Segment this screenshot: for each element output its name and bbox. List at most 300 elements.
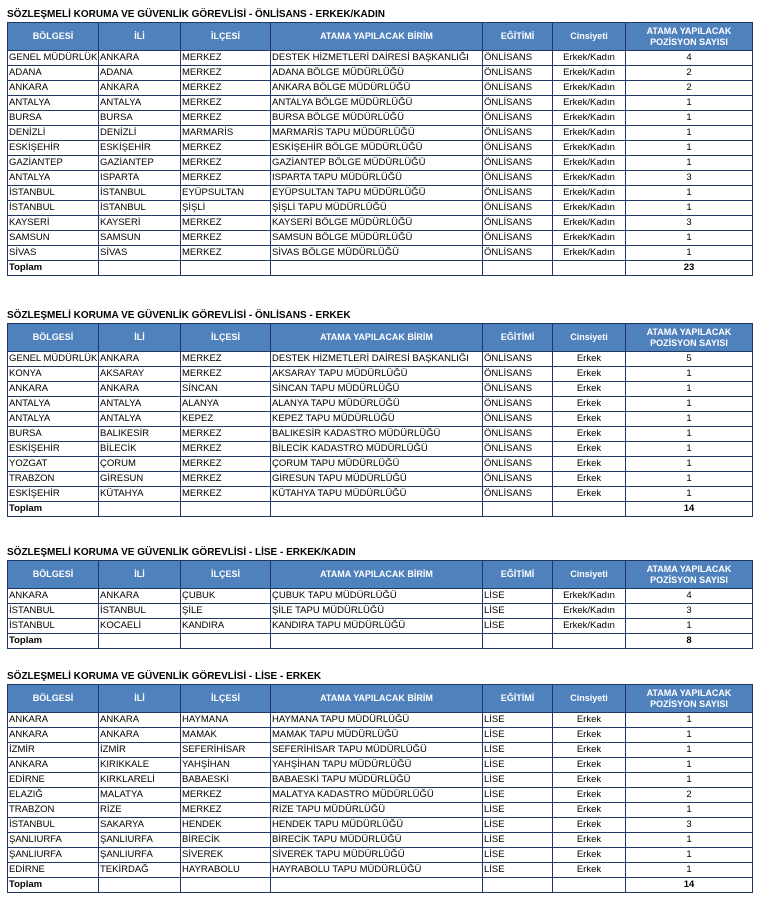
table-cell: 1	[626, 141, 753, 156]
table-row	[8, 51, 753, 66]
table-cell: LİSE	[483, 589, 553, 604]
column-header: EĞİTİMİ	[483, 561, 553, 589]
table-cell: SİNCAN TAPU MÜDÜRLÜĞÜ	[271, 382, 483, 397]
empty-cell	[181, 502, 271, 517]
table-cell: BURSA	[8, 111, 99, 126]
table-cell: MERKEZ	[181, 231, 271, 246]
table-cell: Erkek/Kadın	[553, 246, 626, 261]
table-cell: İSTANBUL	[99, 604, 181, 619]
table-cell: ŞİLE TAPU MÜDÜRLÜĞÜ	[271, 604, 483, 619]
table-cell: Erkek/Kadın	[553, 589, 626, 604]
table-row	[8, 472, 753, 487]
table-cell: ANKARA	[8, 758, 99, 773]
header-row	[8, 561, 753, 589]
table-cell: ÖNLİSANS	[483, 397, 553, 412]
empty-cell	[271, 878, 483, 893]
table-cell: 1	[626, 397, 753, 412]
table-cell: 1	[626, 186, 753, 201]
empty-cell	[553, 878, 626, 893]
table-cell: Erkek	[553, 863, 626, 878]
table-row	[8, 171, 753, 186]
table-cell: KAYSERİ	[99, 216, 181, 231]
table-cell: MERKEZ	[181, 457, 271, 472]
table-cell: 1	[626, 231, 753, 246]
table-cell: MARMARİS	[181, 126, 271, 141]
table-cell: ÖNLİSANS	[483, 141, 553, 156]
table-cell: MERKEZ	[181, 66, 271, 81]
column-header: BÖLGESİ	[8, 23, 99, 51]
total-row	[8, 261, 753, 276]
table-cell: SEFERİHİSAR	[181, 743, 271, 758]
empty-cell	[99, 634, 181, 649]
table-cell: ISPARTA TAPU MÜDÜRLÜĞÜ	[271, 171, 483, 186]
table-cell: Erkek/Kadın	[553, 51, 626, 66]
table-cell: KIRKLARELİ	[99, 773, 181, 788]
table-cell: LİSE	[483, 713, 553, 728]
table-cell: ANKARA BÖLGE MÜDÜRLÜĞÜ	[271, 81, 483, 96]
column-header: EĞİTİMİ	[483, 324, 553, 352]
empty-cell	[271, 634, 483, 649]
table-cell: ÖNLİSANS	[483, 111, 553, 126]
table-cell: AKSARAY	[99, 367, 181, 382]
column-header: ATAMA YAPILACAK POZİSYON SAYISI	[626, 23, 753, 51]
table-row	[8, 427, 753, 442]
column-header: BÖLGESİ	[8, 324, 99, 352]
table-cell: ANTALYA	[8, 96, 99, 111]
total-row	[8, 634, 753, 649]
table-cell: 1	[626, 728, 753, 743]
table-row	[8, 231, 753, 246]
table-row	[8, 604, 753, 619]
table-row	[8, 126, 753, 141]
table-row	[8, 743, 753, 758]
table-cell: Erkek	[553, 367, 626, 382]
table-cell: MERKEZ	[181, 246, 271, 261]
table-cell: MERKEZ	[181, 788, 271, 803]
table-cell: ÖNLİSANS	[483, 216, 553, 231]
empty-cell	[553, 634, 626, 649]
positions-table	[7, 684, 753, 893]
table-cell: KAYSERİ BÖLGE MÜDÜRLÜĞÜ	[271, 216, 483, 231]
total-value: 14	[626, 878, 753, 893]
table-cell: ÖNLİSANS	[483, 246, 553, 261]
column-header: EĞİTİMİ	[483, 23, 553, 51]
table-cell: 2	[626, 788, 753, 803]
table-cell: İSTANBUL	[8, 604, 99, 619]
table-cell: TEKİRDAĞ	[99, 863, 181, 878]
table-cell: 1	[626, 803, 753, 818]
table-cell: ŞANLIURFA	[8, 833, 99, 848]
empty-cell	[483, 261, 553, 276]
table-cell: MERKEZ	[181, 352, 271, 367]
total-label: Toplam	[8, 261, 99, 276]
table-row	[8, 833, 753, 848]
table-cell: RİZE	[99, 803, 181, 818]
table-cell: BİLECİK	[99, 442, 181, 457]
column-header: ATAMA YAPILACAK POZİSYON SAYISI	[626, 324, 753, 352]
table-cell: ÖNLİSANS	[483, 96, 553, 111]
table-cell: DESTEK HİZMETLERİ DAİRESİ BAŞKANLIĞI	[271, 352, 483, 367]
empty-cell	[181, 878, 271, 893]
table-cell: Erkek	[553, 352, 626, 367]
table-cell: 1	[626, 833, 753, 848]
table-cell: Erkek/Kadın	[553, 604, 626, 619]
table-cell: KANDIRA	[181, 619, 271, 634]
table-cell: Erkek	[553, 442, 626, 457]
table-cell: MERKEZ	[181, 803, 271, 818]
table-row	[8, 818, 753, 833]
table-cell: ELAZIĞ	[8, 788, 99, 803]
table-row	[8, 758, 753, 773]
table-cell: İSTANBUL	[8, 186, 99, 201]
table-row	[8, 487, 753, 502]
table-row	[8, 397, 753, 412]
table-cell: ALANYA	[181, 397, 271, 412]
table-cell: ÖNLİSANS	[483, 457, 553, 472]
table-cell: KIRIKKALE	[99, 758, 181, 773]
table-cell: HAYMANA	[181, 713, 271, 728]
table-cell: MERKEZ	[181, 216, 271, 231]
table-cell: 1	[626, 412, 753, 427]
column-header: ATAMA YAPILACAK BİRİM	[271, 561, 483, 589]
table-cell: 1	[626, 427, 753, 442]
table-cell: 1	[626, 442, 753, 457]
table-cell: SİVEREK	[181, 848, 271, 863]
table-cell: BİLECİK KADASTRO MÜDÜRLÜĞÜ	[271, 442, 483, 457]
empty-cell	[181, 634, 271, 649]
table-cell: ŞANLIURFA	[8, 848, 99, 863]
table-cell: MERKEZ	[181, 487, 271, 502]
table-cell: LİSE	[483, 773, 553, 788]
table-cell: ESKİŞEHİR	[99, 141, 181, 156]
table-cell: Erkek/Kadın	[553, 111, 626, 126]
table-cell: HENDEK	[181, 818, 271, 833]
table-cell: LİSE	[483, 758, 553, 773]
section-title: SÖZLEŞMELİ KORUMA VE GÜVENLİK GÖREVLİSİ - LİSE - ERKEK	[7, 671, 322, 682]
empty-cell	[271, 261, 483, 276]
table-cell: ANKARA	[99, 352, 181, 367]
total-value: 14	[626, 502, 753, 517]
table-cell: ANKARA	[8, 728, 99, 743]
table-cell: Erkek	[553, 472, 626, 487]
empty-cell	[99, 261, 181, 276]
table-row	[8, 111, 753, 126]
section-3	[7, 546, 752, 649]
table-cell: ŞİLE	[181, 604, 271, 619]
table-cell: ANKARA	[99, 382, 181, 397]
table-cell: MERKEZ	[181, 96, 271, 111]
table-cell: SİVAS	[99, 246, 181, 261]
table-cell: LİSE	[483, 803, 553, 818]
column-header: İLİ	[99, 685, 181, 713]
table-cell: LİSE	[483, 728, 553, 743]
section-1	[7, 8, 752, 276]
table-cell: ÖNLİSANS	[483, 201, 553, 216]
section-title: SÖZLEŞMELİ KORUMA VE GÜVENLİK GÖREVLİSİ - ÖNLİSANS - ERKEK	[7, 310, 351, 321]
empty-cell	[483, 878, 553, 893]
empty-cell	[483, 502, 553, 517]
table-cell: 1	[626, 743, 753, 758]
table-cell: ŞANLIURFA	[99, 833, 181, 848]
table-cell: MERKEZ	[181, 427, 271, 442]
total-label: Toplam	[8, 878, 99, 893]
table-cell: MERKEZ	[181, 156, 271, 171]
table-cell: Erkek	[553, 397, 626, 412]
table-cell: Erkek	[553, 848, 626, 863]
table-cell: ESKİŞEHİR	[8, 442, 99, 457]
table-cell: 1	[626, 472, 753, 487]
table-cell: EYÜPSULTAN	[181, 186, 271, 201]
table-cell: 1	[626, 487, 753, 502]
table-cell: ANTALYA	[99, 412, 181, 427]
table-cell: 3	[626, 604, 753, 619]
table-cell: YAHŞİHAN TAPU MÜDÜRLÜĞÜ	[271, 758, 483, 773]
table-cell: SAMSUN BÖLGE MÜDÜRLÜĞÜ	[271, 231, 483, 246]
table-cell: Erkek	[553, 427, 626, 442]
table-cell: LİSE	[483, 604, 553, 619]
table-cell: 1	[626, 156, 753, 171]
table-cell: ANKARA	[99, 51, 181, 66]
table-cell: SİVAS BÖLGE MÜDÜRLÜĞÜ	[271, 246, 483, 261]
table-cell: MAMAK TAPU MÜDÜRLÜĞÜ	[271, 728, 483, 743]
table-cell: 1	[626, 126, 753, 141]
table-cell: ÖNLİSANS	[483, 472, 553, 487]
table-cell: SEFERİHİSAR TAPU MÜDÜRLÜĞÜ	[271, 743, 483, 758]
header-row	[8, 324, 753, 352]
column-header: EĞİTİMİ	[483, 685, 553, 713]
table-cell: ŞANLIURFA	[99, 848, 181, 863]
table-cell: Erkek	[553, 818, 626, 833]
table-cell: ADANA	[99, 66, 181, 81]
table-cell: Erkek/Kadın	[553, 186, 626, 201]
table-cell: GAZİANTEP	[99, 156, 181, 171]
table-cell: GİRESUN TAPU MÜDÜRLÜĞÜ	[271, 472, 483, 487]
table-cell: ESKİŞEHİR BÖLGE MÜDÜRLÜĞÜ	[271, 141, 483, 156]
table-row	[8, 788, 753, 803]
column-header: İLİ	[99, 324, 181, 352]
table-cell: HENDEK TAPU MÜDÜRLÜĞÜ	[271, 818, 483, 833]
table-cell: ADANA BÖLGE MÜDÜRLÜĞÜ	[271, 66, 483, 81]
table-cell: ÖNLİSANS	[483, 412, 553, 427]
table-cell: KOCAELİ	[99, 619, 181, 634]
table-cell: ÖNLİSANS	[483, 382, 553, 397]
table-cell: ANKARA	[99, 713, 181, 728]
table-row	[8, 186, 753, 201]
positions-table	[7, 323, 753, 517]
empty-cell	[553, 261, 626, 276]
table-cell: Erkek	[553, 773, 626, 788]
table-cell: Erkek	[553, 803, 626, 818]
empty-cell	[271, 502, 483, 517]
table-cell: ANTALYA	[8, 412, 99, 427]
table-cell: ÖNLİSANS	[483, 66, 553, 81]
table-cell: LİSE	[483, 818, 553, 833]
table-cell: Erkek/Kadın	[553, 171, 626, 186]
table-cell: 1	[626, 713, 753, 728]
table-cell: İZMİR	[8, 743, 99, 758]
table-cell: Erkek/Kadın	[553, 66, 626, 81]
table-cell: MALATYA KADASTRO MÜDÜRLÜĞÜ	[271, 788, 483, 803]
table-cell: ŞİŞLİ	[181, 201, 271, 216]
table-cell: İSTANBUL	[8, 818, 99, 833]
table-cell: ÖNLİSANS	[483, 231, 553, 246]
empty-cell	[553, 502, 626, 517]
table-cell: Erkek	[553, 713, 626, 728]
table-cell: Erkek	[553, 833, 626, 848]
table-cell: ANTALYA	[99, 397, 181, 412]
table-cell: Erkek/Kadın	[553, 216, 626, 231]
table-cell: MERKEZ	[181, 367, 271, 382]
table-cell: ÖNLİSANS	[483, 427, 553, 442]
column-header: Cinsiyeti	[553, 23, 626, 51]
table-row	[8, 442, 753, 457]
table-row	[8, 66, 753, 81]
table-cell: Erkek/Kadın	[553, 81, 626, 96]
table-cell: GAZİANTEP	[8, 156, 99, 171]
positions-table	[7, 22, 753, 276]
table-cell: Erkek/Kadın	[553, 156, 626, 171]
table-cell: 1	[626, 201, 753, 216]
table-cell: Erkek	[553, 457, 626, 472]
table-cell: ÖNLİSANS	[483, 126, 553, 141]
table-cell: ÖNLİSANS	[483, 51, 553, 66]
table-cell: MERKEZ	[181, 442, 271, 457]
column-header: BÖLGESİ	[8, 685, 99, 713]
table-cell: SAKARYA	[99, 818, 181, 833]
table-cell: 3	[626, 171, 753, 186]
empty-cell	[483, 634, 553, 649]
table-cell: 4	[626, 51, 753, 66]
table-cell: Erkek	[553, 412, 626, 427]
table-cell: Erkek/Kadın	[553, 126, 626, 141]
table-cell: KEPEZ TAPU MÜDÜRLÜĞÜ	[271, 412, 483, 427]
table-cell: LİSE	[483, 788, 553, 803]
table-cell: Erkek/Kadın	[553, 201, 626, 216]
column-header: İLÇESİ	[181, 23, 271, 51]
table-cell: DENİZLİ	[8, 126, 99, 141]
table-cell: HAYRABOLU	[181, 863, 271, 878]
table-cell: MERKEZ	[181, 81, 271, 96]
table-row	[8, 803, 753, 818]
table-cell: ÇORUM TAPU MÜDÜRLÜĞÜ	[271, 457, 483, 472]
table-cell: GENEL MÜDÜRLÜK	[8, 51, 99, 66]
table-cell: 3	[626, 216, 753, 231]
total-row	[8, 502, 753, 517]
table-cell: 2	[626, 81, 753, 96]
column-header: ATAMA YAPILACAK BİRİM	[271, 685, 483, 713]
table-cell: KAYSERİ	[8, 216, 99, 231]
table-cell: KÜTAHYA	[99, 487, 181, 502]
section-title: SÖZLEŞMELİ KORUMA VE GÜVENLİK GÖREVLİSİ - LİSE - ERKEK/KADIN	[7, 547, 356, 558]
table-cell: HAYRABOLU TAPU MÜDÜRLÜĞÜ	[271, 863, 483, 878]
table-cell: ANKARA	[99, 728, 181, 743]
table-cell: ANTALYA BÖLGE MÜDÜRLÜĞÜ	[271, 96, 483, 111]
table-cell: ÖNLİSANS	[483, 352, 553, 367]
table-row	[8, 96, 753, 111]
table-cell: KONYA	[8, 367, 99, 382]
table-cell: 3	[626, 818, 753, 833]
table-row	[8, 728, 753, 743]
table-cell: Erkek/Kadın	[553, 619, 626, 634]
table-cell: MARMARİS TAPU MÜDÜRLÜĞÜ	[271, 126, 483, 141]
table-cell: ANKARA	[8, 382, 99, 397]
table-row	[8, 201, 753, 216]
table-cell: SAMSUN	[8, 231, 99, 246]
table-cell: İSTANBUL	[8, 201, 99, 216]
table-row	[8, 216, 753, 231]
column-header: İLÇESİ	[181, 561, 271, 589]
table-cell: DESTEK HİZMETLERİ DAİRESİ BAŞKANLIĞI	[271, 51, 483, 66]
table-cell: EYÜPSULTAN TAPU MÜDÜRLÜĞÜ	[271, 186, 483, 201]
table-cell: SİVEREK TAPU MÜDÜRLÜĞÜ	[271, 848, 483, 863]
total-label: Toplam	[8, 634, 99, 649]
table-cell: LİSE	[483, 848, 553, 863]
table-cell: İSTANBUL	[99, 201, 181, 216]
header-row	[8, 23, 753, 51]
table-cell: ÖNLİSANS	[483, 81, 553, 96]
table-cell: BURSA BÖLGE MÜDÜRLÜĞÜ	[271, 111, 483, 126]
table-cell: 1	[626, 457, 753, 472]
table-cell: MERKEZ	[181, 141, 271, 156]
table-cell: ÇORUM	[99, 457, 181, 472]
table-cell: Erkek	[553, 487, 626, 502]
table-cell: LİSE	[483, 833, 553, 848]
table-cell: KANDIRA TAPU MÜDÜRLÜĞÜ	[271, 619, 483, 634]
table-cell: 1	[626, 619, 753, 634]
column-header: İLÇESİ	[181, 324, 271, 352]
table-cell: GİRESUN	[99, 472, 181, 487]
table-cell: Erkek	[553, 788, 626, 803]
column-header: İLÇESİ	[181, 685, 271, 713]
table-cell: BABAESKİ TAPU MÜDÜRLÜĞÜ	[271, 773, 483, 788]
table-row	[8, 81, 753, 96]
table-cell: MAMAK	[181, 728, 271, 743]
table-cell: ÖNLİSANS	[483, 156, 553, 171]
table-cell: HAYMANA TAPU MÜDÜRLÜĞÜ	[271, 713, 483, 728]
table-cell: GENEL MÜDÜRLÜK	[8, 352, 99, 367]
table-cell: 1	[626, 111, 753, 126]
table-cell: Erkek	[553, 743, 626, 758]
table-cell: MERKEZ	[181, 472, 271, 487]
table-row	[8, 457, 753, 472]
table-cell: ŞİŞLİ TAPU MÜDÜRLÜĞÜ	[271, 201, 483, 216]
table-cell: Erkek/Kadın	[553, 141, 626, 156]
table-row	[8, 848, 753, 863]
total-row	[8, 878, 753, 893]
table-cell: ANKARA	[8, 713, 99, 728]
table-cell: 1	[626, 863, 753, 878]
table-cell: 1	[626, 773, 753, 788]
table-cell: EDİRNE	[8, 863, 99, 878]
table-cell: 2	[626, 66, 753, 81]
table-row	[8, 382, 753, 397]
table-cell: ANTALYA	[8, 397, 99, 412]
table-cell: Erkek	[553, 758, 626, 773]
table-cell: DENİZLİ	[99, 126, 181, 141]
table-row	[8, 713, 753, 728]
table-row	[8, 589, 753, 604]
table-cell: 5	[626, 352, 753, 367]
table-cell: ISPARTA	[99, 171, 181, 186]
table-cell: TRABZON	[8, 803, 99, 818]
table-cell: BALIKESİR	[99, 427, 181, 442]
empty-cell	[99, 502, 181, 517]
table-cell: ANKARA	[8, 81, 99, 96]
table-cell: ANKARA	[99, 81, 181, 96]
table-cell: EDİRNE	[8, 773, 99, 788]
table-cell: BALIKESİR KADASTRO MÜDÜRLÜĞÜ	[271, 427, 483, 442]
table-cell: MALATYA	[99, 788, 181, 803]
